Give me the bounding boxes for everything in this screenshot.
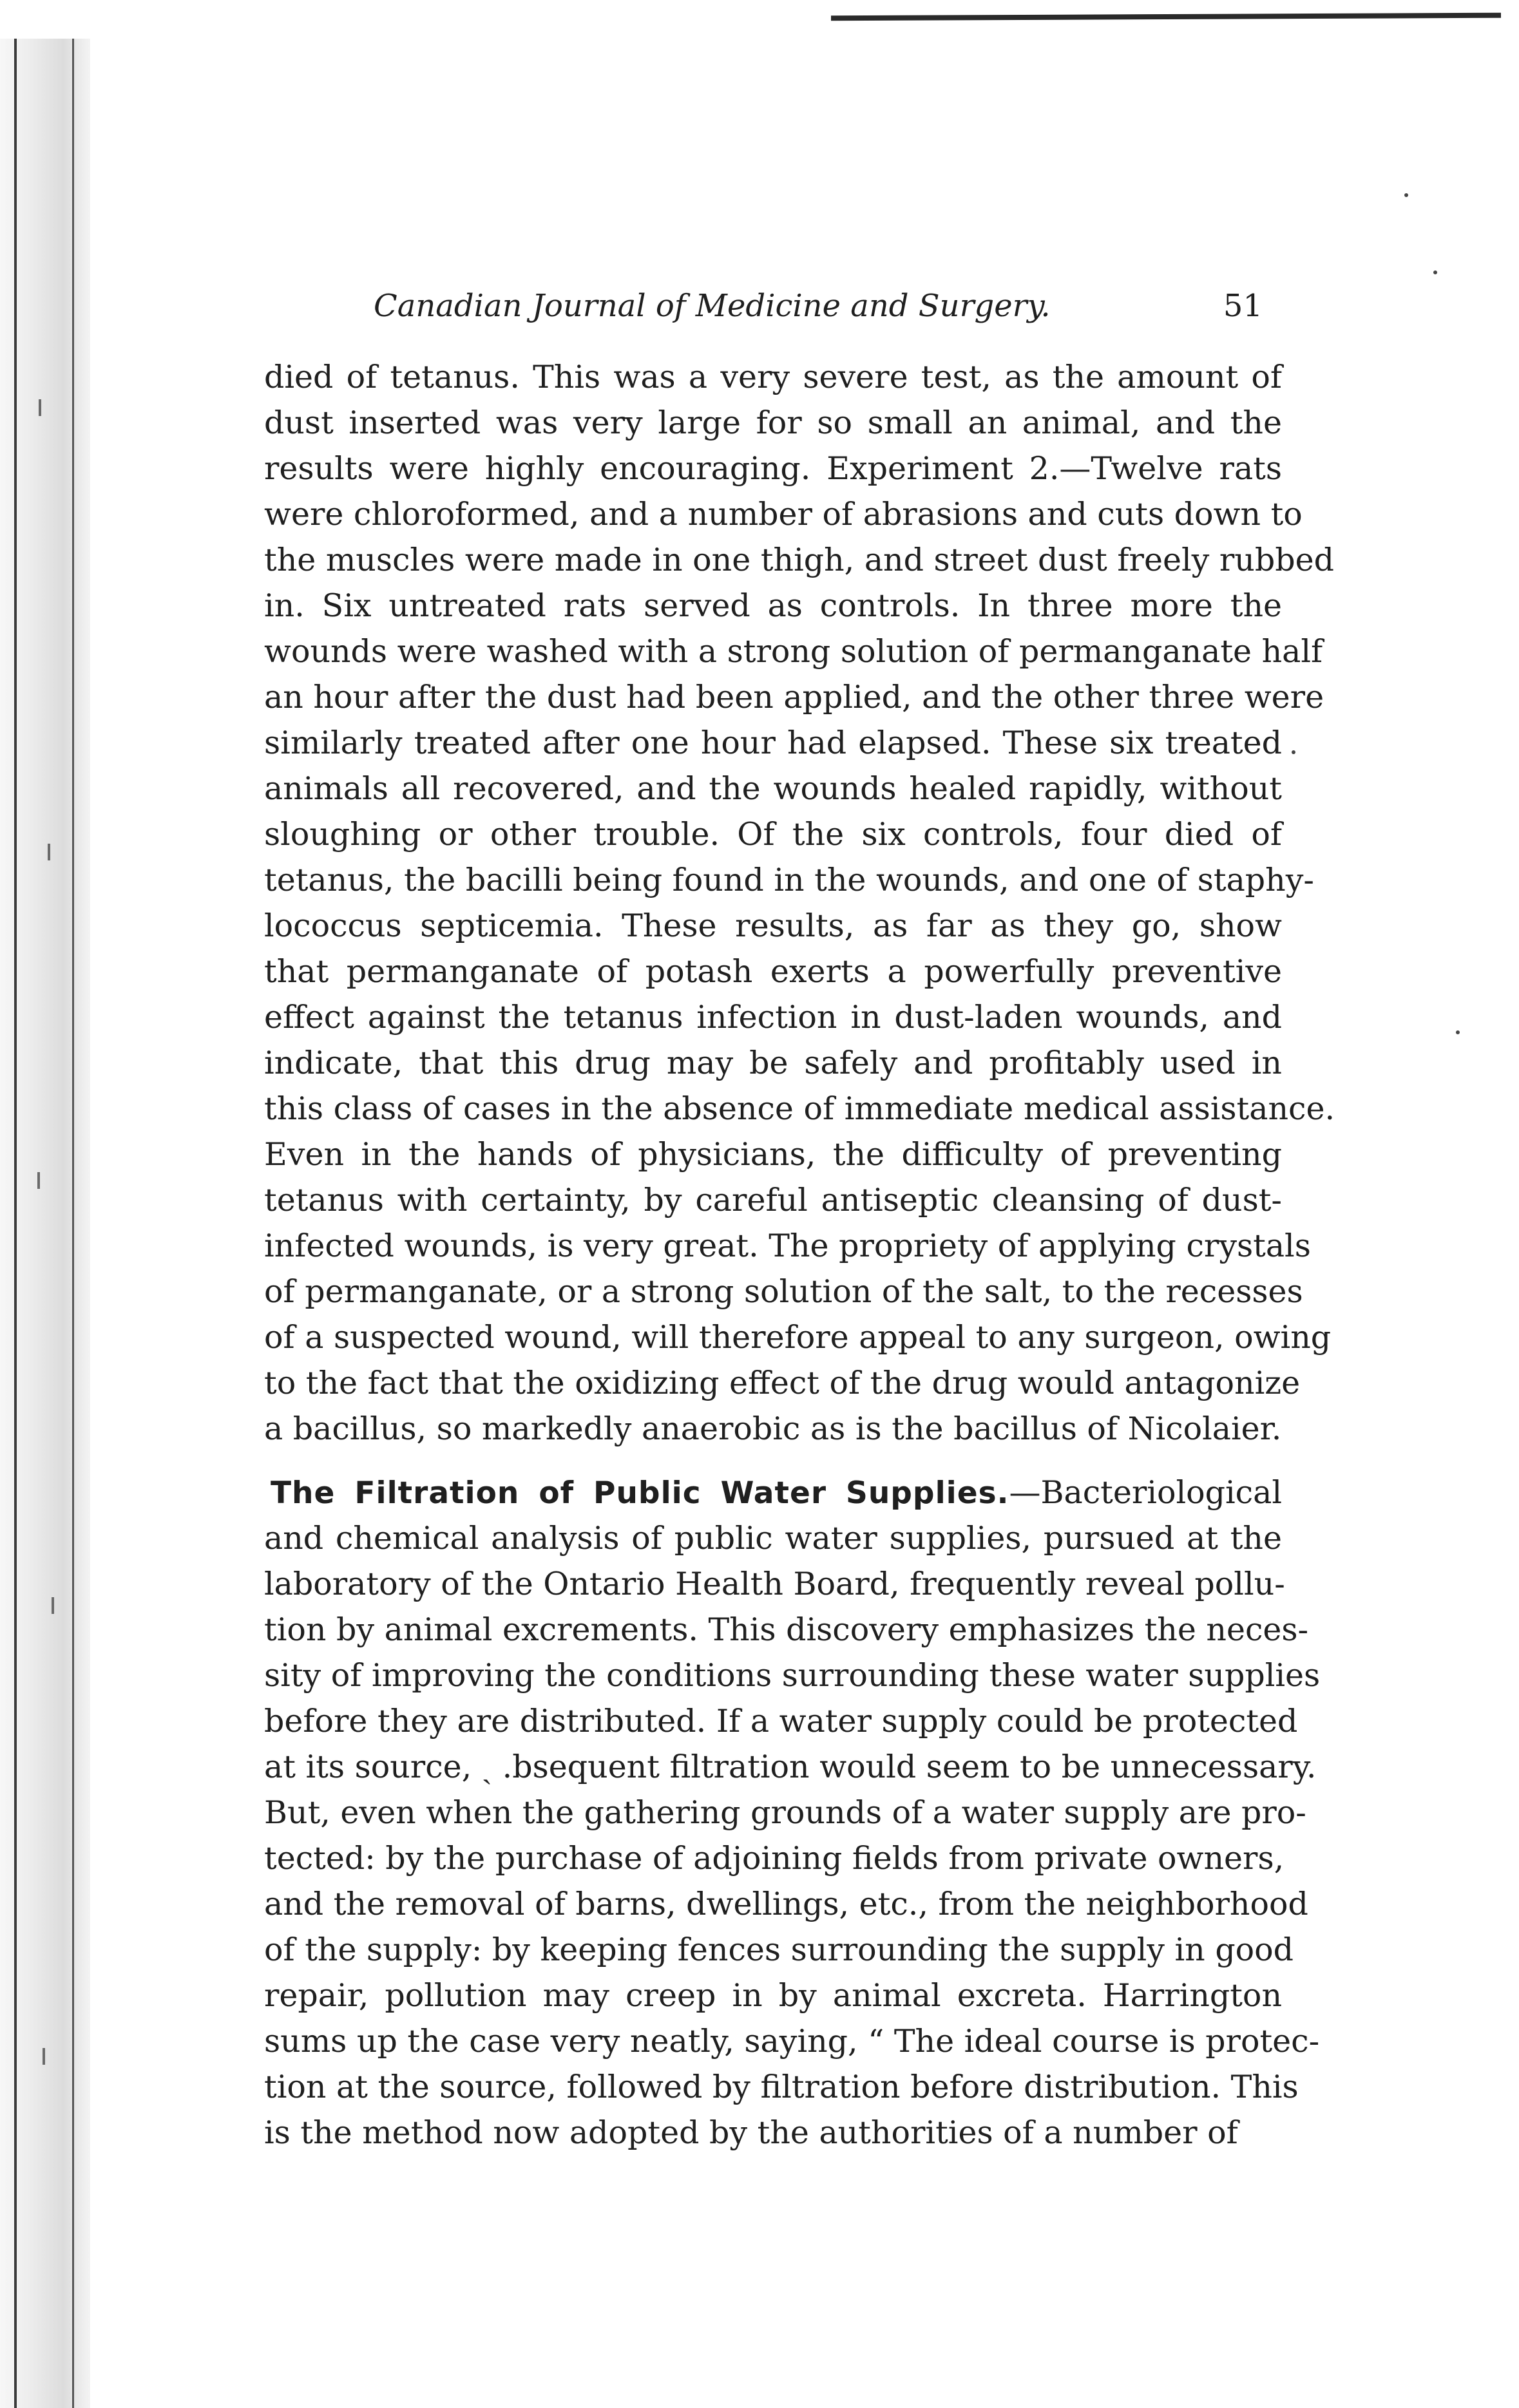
text-line: sity of improving the conditions surrounding these water supplies bbox=[264, 1657, 1321, 1694]
heading-line-rest: —Bacteriological bbox=[1009, 1474, 1282, 1511]
text-line: animals all recovered, and the wounds healed rapidly, without bbox=[264, 770, 1282, 807]
scan-top-edge-line bbox=[831, 13, 1501, 21]
text-line: an hour after the dust had been applied, and the other three were bbox=[264, 679, 1324, 716]
scan-dust-mark bbox=[1292, 750, 1295, 754]
paragraph-gap bbox=[264, 1452, 1282, 1470]
text-line: sums up the case very neatly, saying, “ The ideal course is protec- bbox=[264, 2023, 1320, 2060]
binding-edge bbox=[0, 39, 90, 2408]
text-line: similarly treated after one hour had elapsed. These six treated bbox=[264, 725, 1282, 761]
scan-speck bbox=[37, 1172, 40, 1189]
text-line: infected wounds, is very great. The propriety of applying crystals bbox=[264, 1228, 1311, 1264]
binding-rule-inner bbox=[72, 39, 74, 2408]
text-line: died of tetanus. This was a very severe test, as the amount of bbox=[264, 359, 1282, 395]
text-line: a bacillus, so markedly anaerobic as is the bacillus of Nicolaier. bbox=[264, 1410, 1282, 1447]
scan-speck bbox=[48, 844, 50, 860]
text-line: and chemical analysis of public water supplies, pursued at the bbox=[264, 1520, 1282, 1557]
text-line: of a suspected wound, will therefore appeal to any surgeon, owing bbox=[264, 1319, 1332, 1356]
text-line: of the supply: by keeping fences surrounding the supply in good bbox=[264, 1931, 1294, 1968]
body-text bbox=[264, 354, 1335, 2156]
text-line: this class of cases in the absence of immediate medical assistance. bbox=[264, 1090, 1335, 1127]
section-heading: The Filtration of Public Water Supplies. bbox=[271, 1475, 1009, 1511]
text-line-with-heading bbox=[264, 1470, 1282, 1515]
text-line: Even in the hands of physicians, the difficulty of preventing bbox=[264, 1136, 1282, 1173]
text-line: laboratory of the Ontario Health Board, frequently reveal pollu- bbox=[264, 1566, 1285, 1602]
page-number: 51 bbox=[1223, 288, 1263, 324]
paragraph-tetanus-experiment bbox=[264, 354, 1335, 1452]
text-line: repair, pollution may creep in by animal excreta. Harrington bbox=[264, 1977, 1282, 2014]
binding-rule-outer bbox=[14, 39, 17, 2408]
text-line: But, even when the gathering grounds of a water supply are pro- bbox=[264, 1794, 1306, 1831]
text-line: tion by animal excrements. This discovery emphasizes the neces- bbox=[264, 1611, 1309, 1648]
scan-dust-mark bbox=[1433, 270, 1437, 274]
scan-speck bbox=[39, 399, 41, 416]
text-line: were chloroformed, and a number of abrasions and cuts down to bbox=[264, 496, 1303, 533]
text-line: tected: by the purchase of adjoining fields from private owners, bbox=[264, 1840, 1285, 1877]
text-line: sloughing or other trouble. Of the six controls, four died of bbox=[264, 816, 1282, 853]
text-line: and the removal of barns, dwellings, etc., from the neighborhood bbox=[264, 1886, 1308, 1922]
text-line: to the fact that the oxidizing effect of the drug would antagonize bbox=[264, 1365, 1301, 1401]
text-line: dust inserted was very large for so small an animal, and the bbox=[264, 404, 1282, 441]
text-line: indicate, that this drug may be safely and profitably used in bbox=[264, 1045, 1282, 1081]
text-line: tion at the source, followed by filtration before distribution. This bbox=[264, 2069, 1299, 2105]
text-line: the muscles were made in one thigh, and street dust freely rubbed bbox=[264, 542, 1334, 578]
text-line: effect against the tetanus infection in dust-laden wounds, and bbox=[264, 999, 1282, 1036]
text-line: in. Six untreated rats served as controls. In three more the bbox=[264, 587, 1282, 624]
text-line: tetanus, the bacilli being found in the wounds, and one of staphy- bbox=[264, 862, 1314, 898]
text-line: that permanganate of potash exerts a powerfully preventive bbox=[264, 953, 1282, 990]
text-line: wounds were washed with a strong solution of permanganate half bbox=[264, 633, 1323, 670]
text-line: lococcus septicemia. These results, as far as they go, show bbox=[264, 907, 1282, 944]
scan-dust-mark bbox=[1404, 193, 1408, 197]
text-line: at its source, ˎ .bsequent filtration would seem to be unnecessary. bbox=[264, 1749, 1317, 1785]
text-line: is the method now adopted by the authorities of a number of bbox=[264, 2114, 1238, 2151]
scan-dust-mark bbox=[1456, 1030, 1460, 1034]
text-line: results were highly encouraging. Experiment 2.—Twelve rats bbox=[264, 450, 1282, 487]
text-line: tetanus with certainty, by careful antiseptic cleansing of dust- bbox=[264, 1182, 1282, 1218]
paragraph-water-filtration bbox=[264, 1470, 1321, 2156]
text-line: before they are distributed. If a water supply could be protected bbox=[264, 1703, 1298, 1740]
running-header bbox=[374, 283, 1263, 328]
scan-speck bbox=[52, 1597, 54, 1614]
text-line: of permanganate, or a strong solution of the salt, to the recesses bbox=[264, 1273, 1303, 1310]
scan-speck bbox=[43, 2048, 45, 2065]
running-title: Canadian Journal of Medicine and Surgery. bbox=[374, 288, 1051, 324]
